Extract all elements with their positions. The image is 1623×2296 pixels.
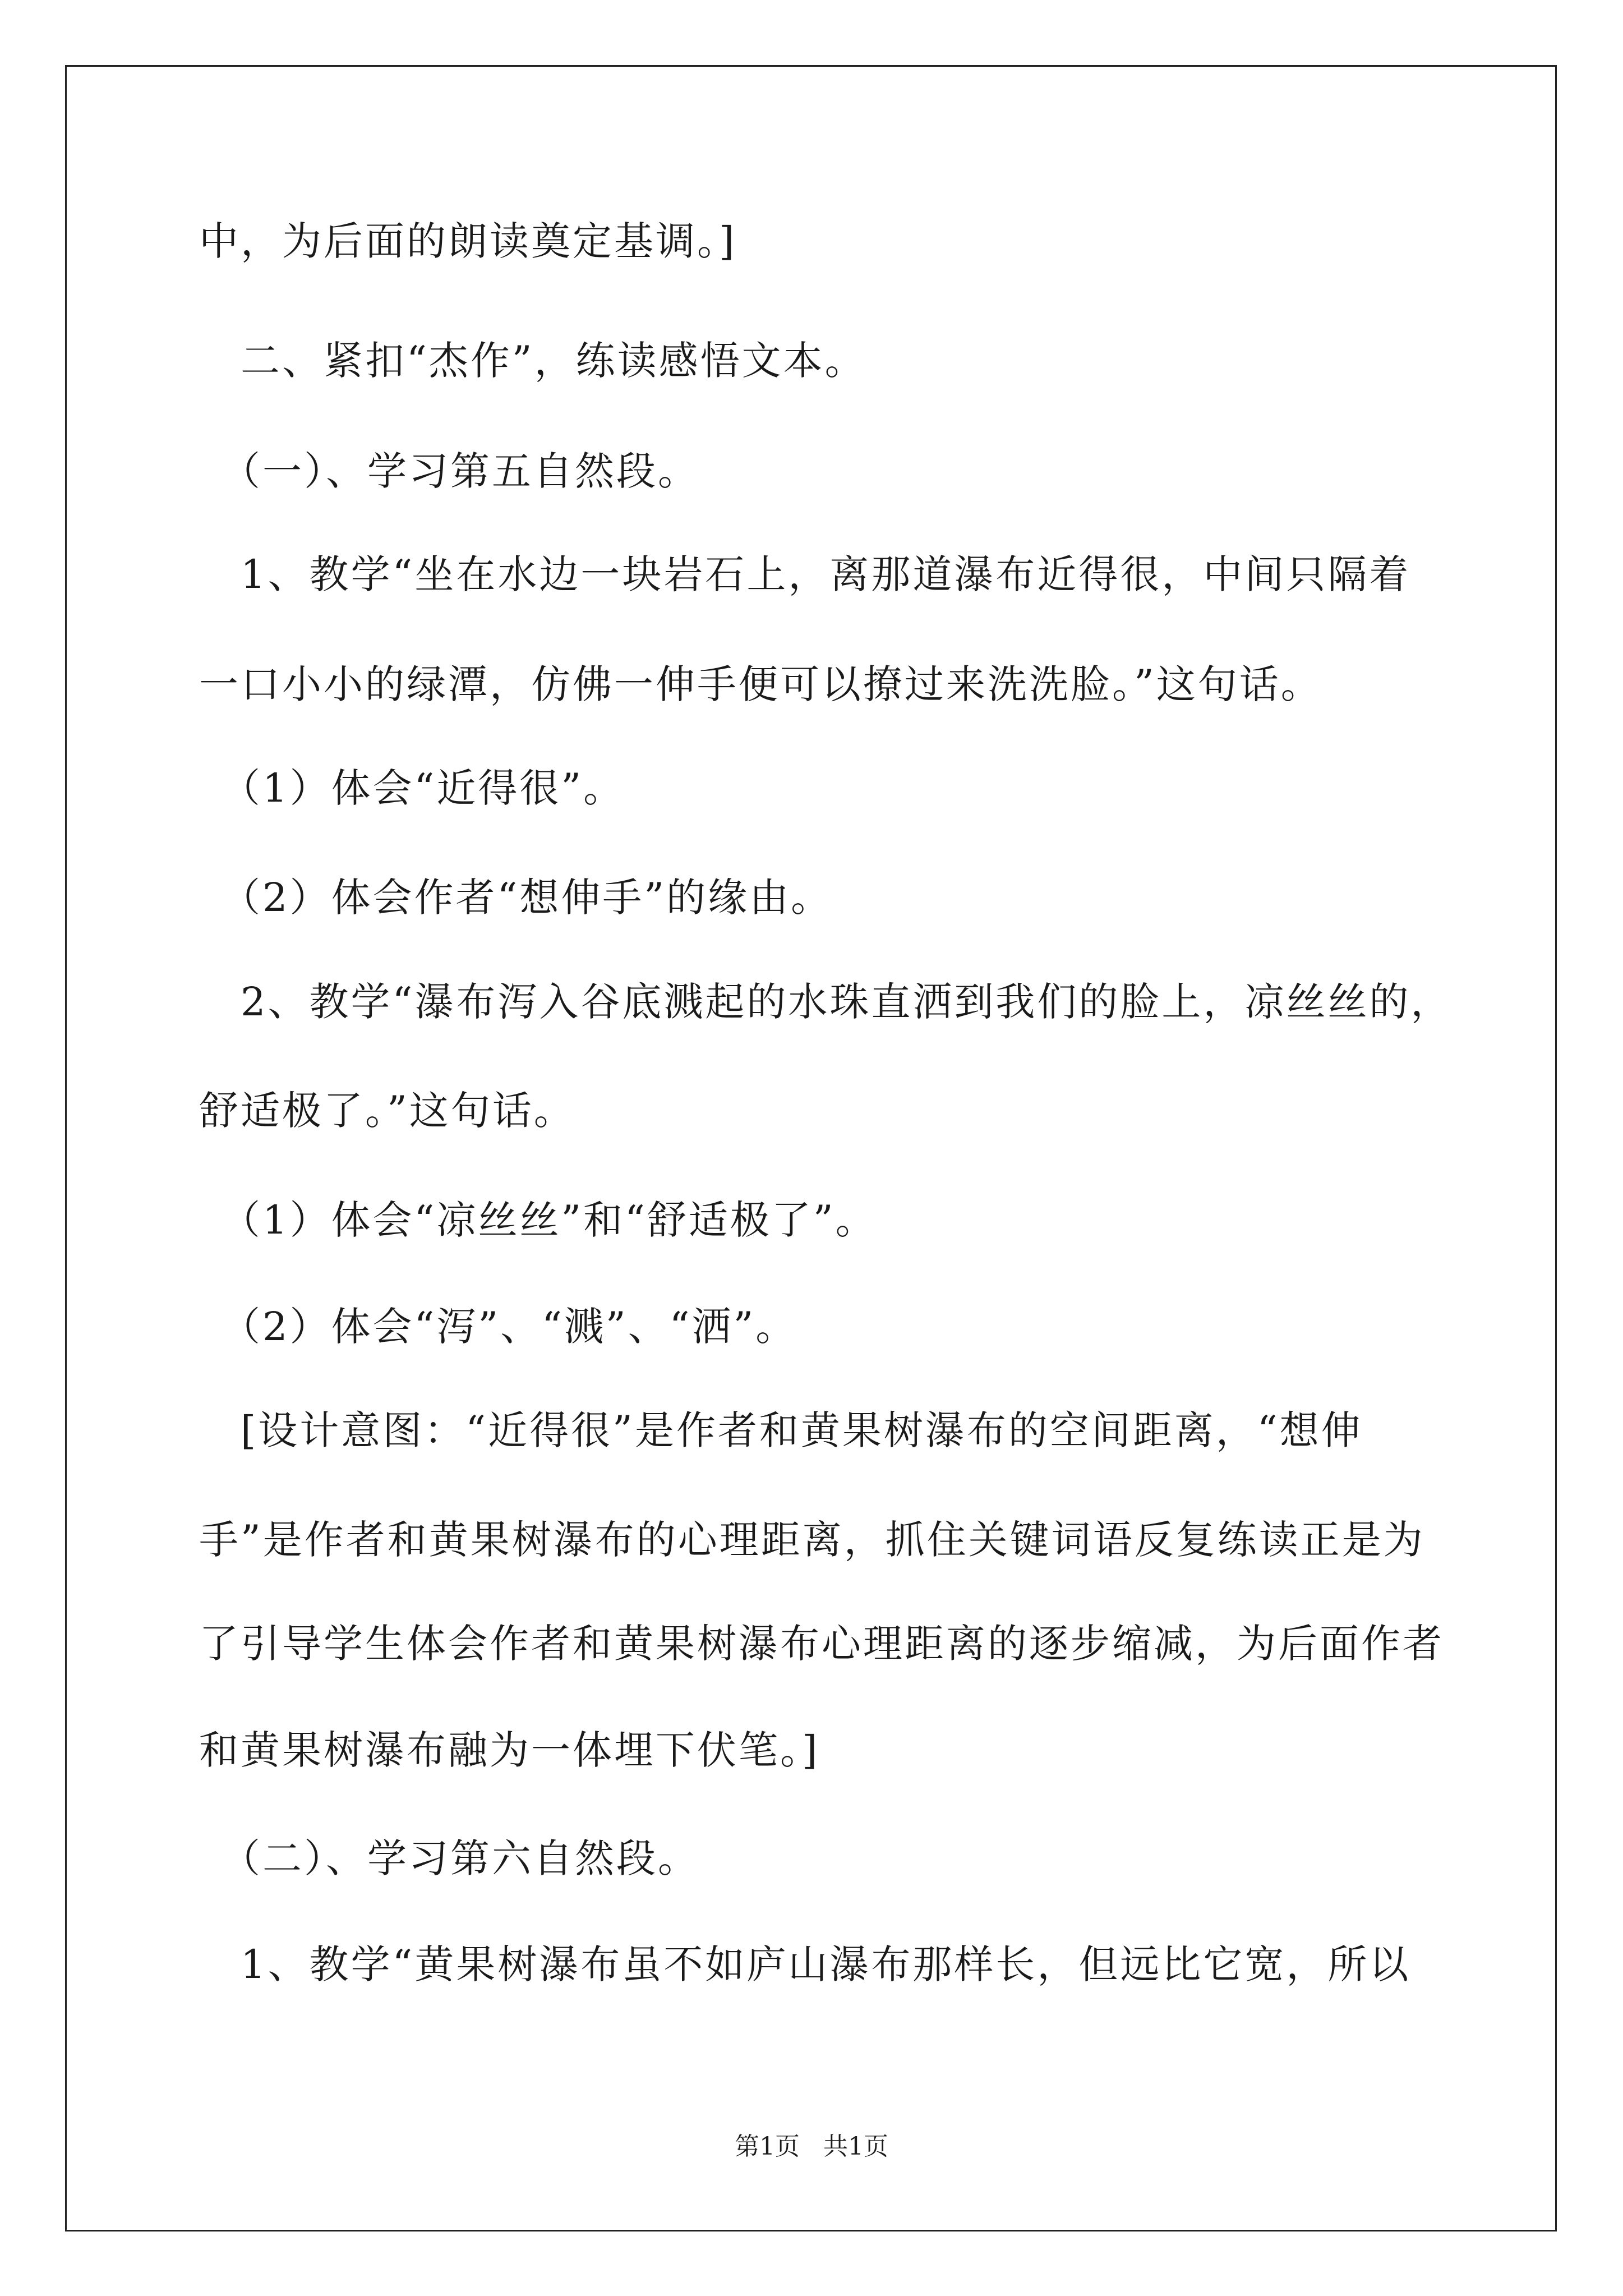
- text-line: （1）体会“凉丝丝”和“舒适极了”。: [199, 1197, 877, 1243]
- page-number: 第1页: [735, 2132, 800, 2161]
- page-footer: [0, 2126, 1623, 2162]
- text-line: 二、紧扣“杰作”，练读感悟文本。: [199, 338, 866, 384]
- text-line: （2）体会“泻”、“溅”、“洒”。: [199, 1304, 797, 1350]
- text-line: 手”是作者和黄果树瀑布的心理距离，抓住关键词语反复练读正是为: [199, 1517, 1425, 1563]
- text-line: 和黄果树瀑布融为一体埋下伏笔。]: [199, 1727, 820, 1773]
- text-line: （二）、学习第六自然段。: [199, 1835, 699, 1881]
- text-line: 1、教学“坐在水边一块岩石上，离那道瀑布近得很，中间只隔着: [199, 551, 1411, 597]
- text-line: 1、教学“黄果树瀑布虽不如庐山瀑布那样长，但远比它宽，所以: [199, 1941, 1411, 1987]
- text-line: [设计意图：“近得很”是作者和黄果树瀑布的空间距离，“想伸: [199, 1407, 1363, 1453]
- page-total: 共1页: [823, 2132, 888, 2161]
- text-line: （1）体会“近得很”。: [199, 765, 625, 811]
- text-line: 2、教学“瀑布泻入谷底溅起的水珠直洒到我们的脸上，凉丝丝的，: [199, 979, 1453, 1025]
- text-line: 舒适极了。”这句话。: [199, 1088, 575, 1134]
- text-line: 一口小小的绿潭，仿佛一伸手便可以撩过来洗洗脸。”这句话。: [199, 661, 1322, 707]
- text-line: 了引导学生体会作者和黄果树瀑布心理距离的逐步缩减，为后面作者: [199, 1621, 1444, 1667]
- text-line: （2）体会作者“想伸手”的缘由。: [199, 875, 833, 921]
- text-line: 中，为后面的朗读奠定基调。]: [199, 218, 737, 264]
- text-line: （一）、学习第五自然段。: [199, 448, 699, 494]
- page-border: [65, 65, 1557, 2231]
